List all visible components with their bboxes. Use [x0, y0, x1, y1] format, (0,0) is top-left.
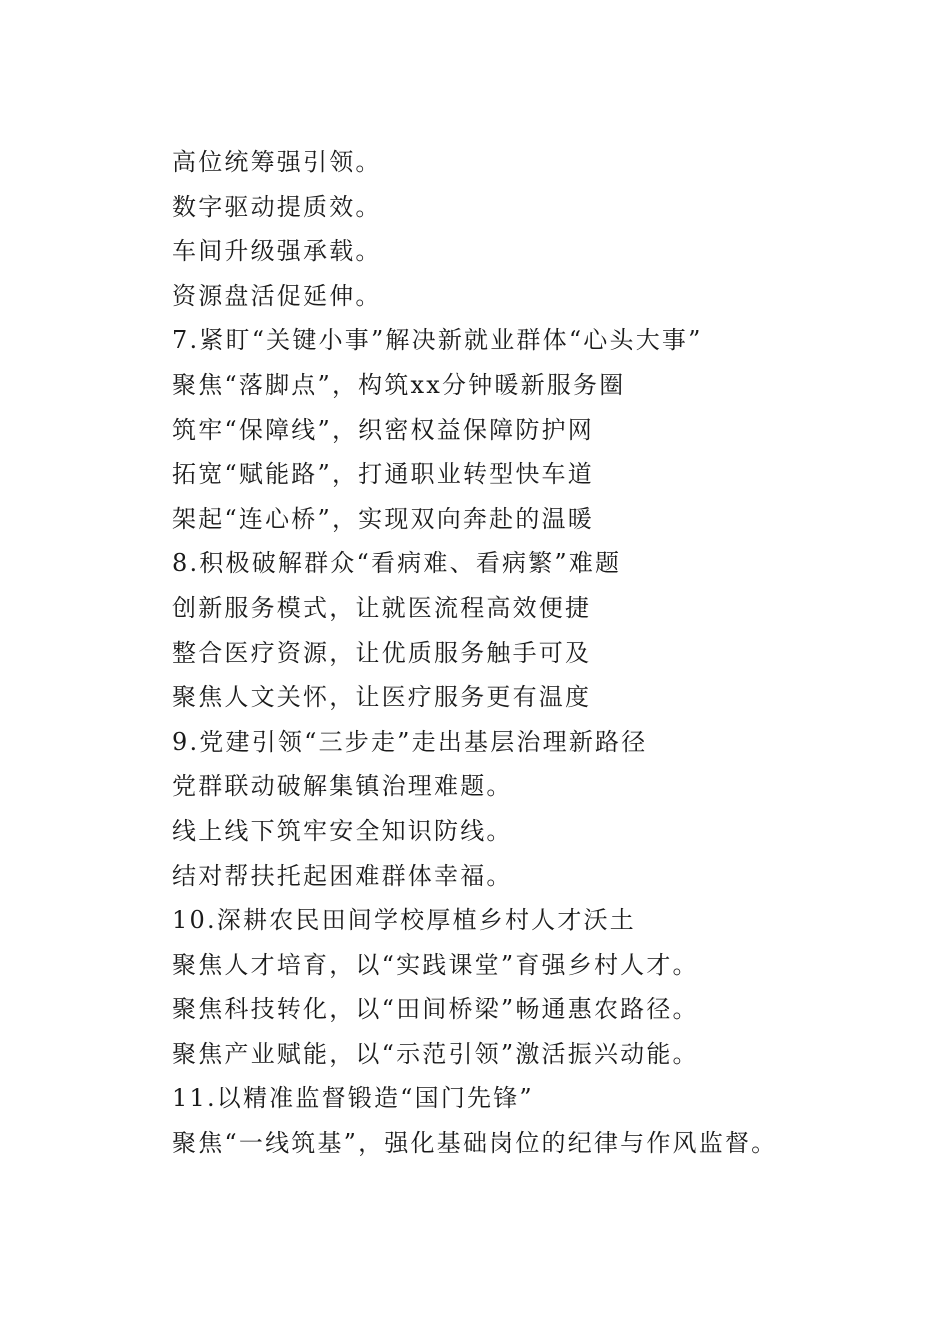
text-line: 聚焦“落脚点”，构筑xx分钟暖新服务圈: [172, 370, 626, 399]
text-line: 整合医疗资源，让优质服务触手可及: [172, 638, 592, 667]
text-line: 聚焦“一线筑基”，强化基础岗位的纪律与作风监督。: [172, 1129, 778, 1158]
text-line: 聚焦产业赋能，以“示范引领”激活振兴动能。: [172, 1039, 699, 1068]
text-line: 线上线下筑牢安全知识防线。: [172, 816, 513, 845]
text-line: 结对帮扶托起困难群体幸福。: [172, 861, 513, 890]
text-line: 党群联动破解集镇治理难题。: [172, 772, 513, 801]
section-heading: 8.积极破解群众“看病难、看病繁”难题: [172, 549, 622, 578]
section-heading: 9.党建引领“三步走”走出基层治理新路径: [172, 727, 648, 756]
text-line: 筑牢“保障线”，织密权益保障防护网: [172, 415, 594, 444]
text-line: 聚焦人才培育，以“实践课堂”育强乡村人才。: [172, 950, 699, 979]
text-line: 高位统筹强引领。: [172, 148, 382, 176]
text-line: 资源盘活促延伸。: [172, 281, 382, 310]
text-line: 车间升级强承载。: [172, 237, 382, 266]
text-line: 拓宽“赋能路”，打通职业转型快车道: [172, 460, 594, 489]
text-line: 数字驱动提质效。: [172, 192, 382, 221]
section-heading: 11.以精准监督锻造“国门先锋”: [172, 1084, 534, 1113]
text-line: 聚焦人文关怀，让医疗服务更有温度: [172, 683, 592, 712]
section-heading: 7.紧盯“关键小事”解决新就业群体“心头大事”: [172, 326, 703, 355]
text-line: 聚焦科技转化，以“田间桥梁”畅通惠农路径。: [172, 995, 699, 1024]
text-line: 架起“连心桥”，实现双向奔赴的温暖: [172, 504, 594, 533]
document-body: [172, 140, 912, 1166]
section-heading: 10.深耕农民田间学校厚植乡村人才沃土: [172, 906, 636, 935]
text-line: 创新服务模式，让就医流程高效便捷: [172, 593, 592, 622]
